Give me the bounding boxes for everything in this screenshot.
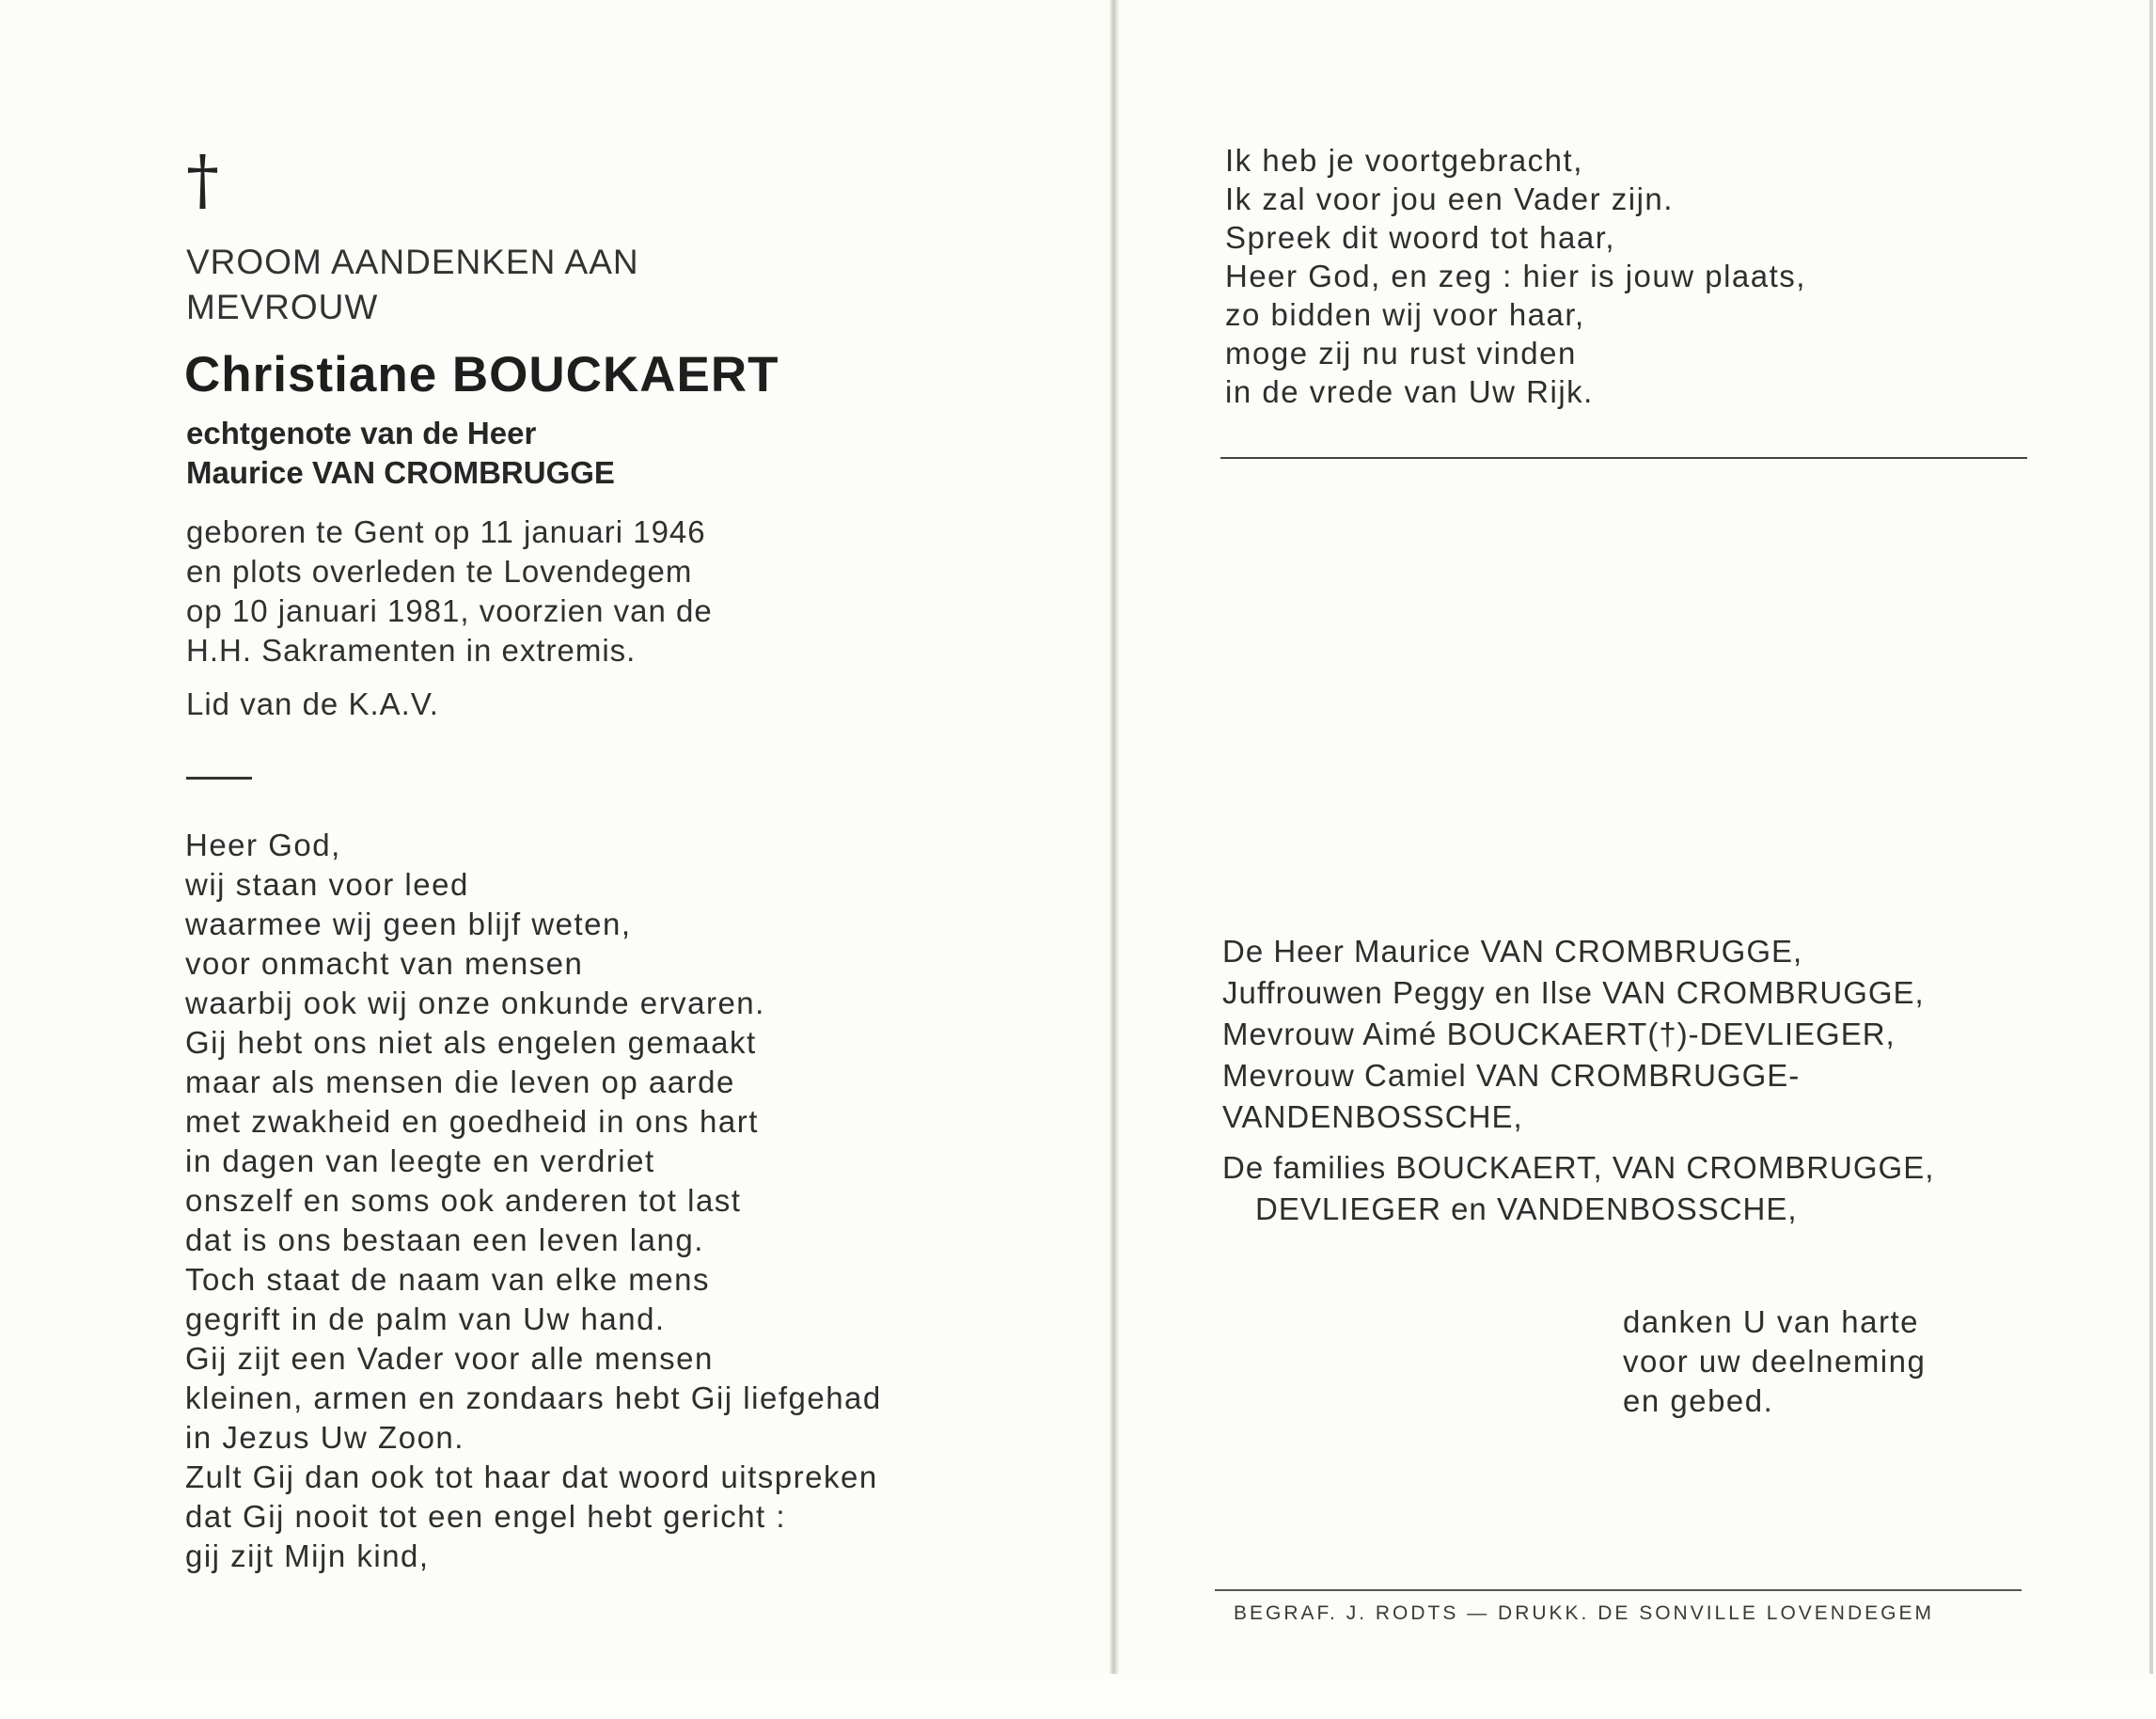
prayer-line: Heer God, (185, 828, 341, 862)
prayer-line: dat Gij nooit tot een engel hebt gericht : (185, 1499, 787, 1534)
spacer (1222, 1138, 1934, 1147)
family-line: DEVLIEGER en VANDENBOSSCHE, (1255, 1191, 1798, 1226)
verse-line: zo bidden wij voor haar, (1225, 297, 1585, 332)
family-line: De Heer Maurice VAN CROMBRUGGE, (1222, 934, 1803, 969)
prayer-line: maar als mensen die leven op aarde (185, 1065, 735, 1099)
verse-line: Spreek dit woord tot haar, (1225, 220, 1616, 255)
verse-text (1225, 141, 1806, 411)
divider (186, 777, 252, 780)
prayer-line: Gij hebt ons niet als engelen gemaakt (185, 1025, 757, 1060)
prayer-line: in Jezus Uw Zoon. (185, 1420, 464, 1455)
prayer-line: in dagen van leegte en verdriet (185, 1143, 655, 1178)
family-line: Mevrouw Camiel VAN CROMBRUGGE- (1222, 1058, 1801, 1093)
heading-line: VROOM AANDENKEN AAN (186, 243, 639, 281)
thanks-line: en gebed. (1623, 1383, 1774, 1418)
family-list (1222, 931, 1934, 1230)
printer-credit: BEGRAF. J. RODTS — DRUKK. DE SONVILLE LOVENDEGEM (1234, 1602, 1934, 1624)
prayer-line: waarmee wij geen blijf weten, (185, 907, 632, 941)
verse-line: moge zij nu rust vinden (1225, 336, 1577, 371)
verse-line: Heer God, en zeg : hier is jouw plaats, (1225, 259, 1806, 293)
prayer-line: waarbij ook wij onze onkunde ervaren. (185, 986, 765, 1020)
memorial-heading (186, 240, 639, 330)
spouse-info (186, 414, 615, 493)
divider (1220, 457, 2027, 459)
prayer-line: met zwakheid en goedheid in ons hart (185, 1104, 759, 1139)
bio-line: geboren te Gent op 11 januari 1946 (186, 514, 706, 549)
cross-icon: † (186, 141, 219, 218)
prayer-line: kleinen, armen en zondaars hebt Gij liefgehad (185, 1380, 882, 1415)
bio-line: op 10 januari 1981, voorzien van de (186, 593, 713, 628)
bio-line: en plots overleden te Lovendegem (186, 554, 693, 589)
verse-line: Ik heb je voortgebracht, (1225, 143, 1583, 178)
prayer-line: gegrift in de palm van Uw hand. (185, 1301, 666, 1336)
prayer-line: voor onmacht van mensen (185, 946, 584, 981)
verse-line: Ik zal voor jou een Vader zijn. (1225, 181, 1674, 216)
thanks-text (1623, 1302, 1926, 1421)
membership-note: Lid van de K.A.V. (186, 686, 439, 721)
card-edge (2149, 0, 2153, 1674)
spouse-line: Maurice VAN CROMBRUGGE (186, 455, 615, 490)
verse-line: in de vrede van Uw Rijk. (1225, 374, 1594, 409)
family-line: Mevrouw Aimé BOUCKAERT(†)-DEVLIEGER, (1222, 1017, 1896, 1051)
deceased-name: Christiane BOUCKAERT (184, 347, 779, 402)
prayer-line: onszelf en soms ook anderen tot last (185, 1183, 742, 1218)
heading-line: MEVROUW (186, 288, 379, 326)
thanks-line: danken U van harte (1623, 1304, 1920, 1339)
prayer-line: Toch staat de naam van elke mens (185, 1262, 710, 1297)
spouse-line: echtgenote van de Heer (186, 416, 537, 450)
family-line: VANDENBOSSCHE, (1222, 1099, 1523, 1134)
prayer-line: gij zijt Mijn kind, (185, 1538, 430, 1573)
divider (1215, 1589, 2022, 1591)
prayer-line: Gij zijt een Vader voor alle mensen (185, 1341, 714, 1376)
biography (186, 513, 713, 670)
thanks-line: voor uw deelneming (1623, 1344, 1927, 1379)
family-line: De families BOUCKAERT, VAN CROMBRUGGE, (1222, 1150, 1935, 1185)
family-line: Juffrouwen Peggy en Ilse VAN CROMBRUGGE, (1222, 975, 1925, 1010)
bio-line: H.H. Sakramenten in extremis. (186, 633, 637, 668)
prayer-text (185, 826, 882, 1576)
prayer-line: wij staan voor leed (185, 867, 469, 902)
prayer-line: dat is ons bestaan een leven lang. (185, 1222, 704, 1257)
prayer-line: Zult Gij dan ook tot haar dat woord uitspreken (185, 1459, 878, 1494)
